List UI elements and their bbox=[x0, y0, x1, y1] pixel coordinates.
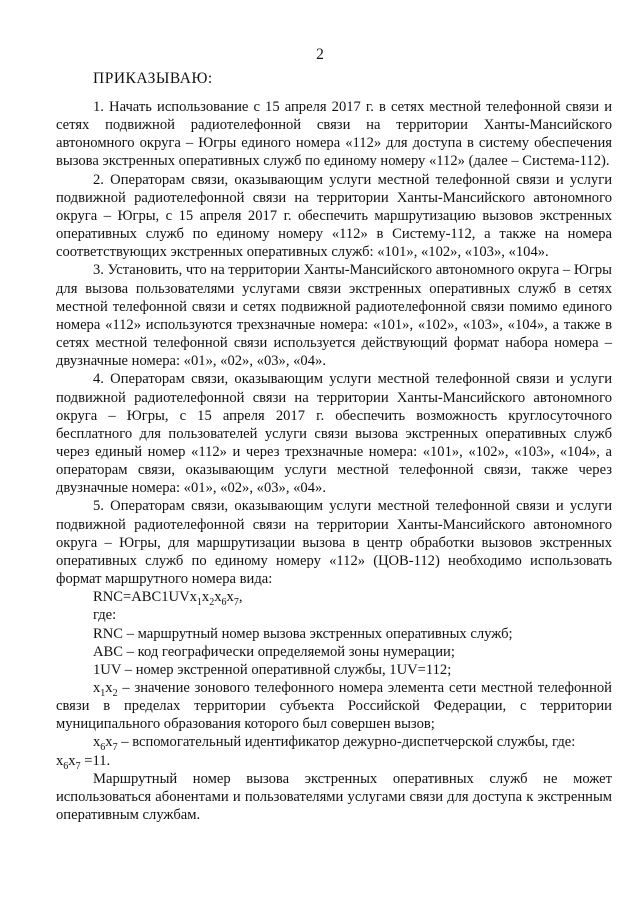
paragraph-1: 1. Начать использование с 15 апреля 2017 г. в сетях местной телефонной связи и сетях подвижной радиотелефонной связи на территории Ханты-Мансийского автономного округа – Югры единого номера «112» для доступа в систему обеспечения вызова экстренных оперативных служб по единому номеру «112» (далее – Система-112). bbox=[56, 99, 612, 170]
x1x2-var: x bbox=[93, 680, 101, 696]
paragraph-3: 3. Установить, что на территории Ханты-Мансийского автономного округа – Югры для вызова пользователями услугами связи экстренных оперативных служб в сетях местной телефонной связи и сетях подвижной радиотелефонной связи помимо единого номера «112» используются трехзначные номера: «101», «102», «103», «104», а также в сетях местной телефонной связи используется действующий формат набора номера – двузначные номера: «01», «02», «03», «04». bbox=[56, 262, 612, 370]
x6x7-sub-2: 7 bbox=[112, 742, 118, 754]
routing-number-formula bbox=[56, 588, 612, 609]
order-heading: ПРИКАЗЫВАЮ: bbox=[93, 70, 213, 87]
x6x7-var: x bbox=[93, 734, 101, 751]
x1x2-sub-2: 2 bbox=[112, 687, 118, 699]
document-body bbox=[56, 98, 612, 824]
formula-x2: x bbox=[201, 589, 210, 606]
x1x2-var-2: x bbox=[105, 680, 113, 696]
page-number: 2 bbox=[316, 46, 324, 63]
formula-sub-6: 6 bbox=[221, 597, 227, 609]
x6x7-sub-1: 6 bbox=[100, 742, 106, 754]
formula-sub-1: 1 bbox=[196, 597, 202, 609]
paragraph-5: 5. Операторам связи, оказывающим услуги местной телефонной связи и услуги подвижной радиотелефонной связи на территории Ханты-Мансийского автономного округа – Югры, для маршрутизации вызова в центр обработки вызовов экстренных оперативных служб по единому номеру «112» (ЦОВ-112) необходимо использовать формат маршрутного номера вида: bbox=[56, 498, 612, 588]
x1x2-sub-1: 1 bbox=[100, 687, 106, 699]
x1x2-text: – значение зонового телефонного номера элемента сети местной телефонной связи в пределах территории субъекта Российской Федерации, с территории муниципального образования которого был совершен вызов; bbox=[56, 680, 612, 733]
where-label: где: bbox=[93, 607, 117, 624]
formula-x6: x bbox=[214, 589, 222, 606]
closing-paragraph: Маршрутный номер вызова экстренных оперативных служб не может использоваться абонентами и пользователями услугами связи для доступа к экстренным оперативным службам. bbox=[56, 770, 612, 824]
definition-x6x7-value bbox=[56, 752, 612, 770]
x6x7-text: – вспомогательный идентификатор дежурно-диспетчерской службы, где: bbox=[117, 734, 576, 751]
formula-prefix: RNC=ABC1UVx bbox=[93, 589, 197, 606]
x6x7-eq-sub-2: 7 bbox=[75, 760, 81, 772]
definition-x1x2 bbox=[56, 679, 612, 733]
formula-sub-7: 7 bbox=[233, 597, 239, 609]
x6x7-var-2: x bbox=[105, 734, 113, 751]
paragraph-2: 2. Операторам связи, оказывающим услуги местной телефонной связи и услуги подвижной радиотелефонной связи на территории Ханты-Мансийского автономного округа – Югры, с 15 апреля 2017 г. обеспечить маршрутизацию вызовов экстренных оперативных служб по единому номеру «112» в Систему-112, а также на номера соответствующих экстренных оперативных служб: «101», «102», «103», «104». bbox=[56, 171, 612, 261]
x6x7-eq-text: =11. bbox=[80, 752, 111, 769]
definition-rnc: RNC – маршрутный номер вызова экстренных оперативных служб; bbox=[93, 625, 513, 642]
x6x7-eq-sub-1: 6 bbox=[63, 760, 69, 772]
definition-abc: ABC – код географически определяемой зоны нумерации; bbox=[93, 643, 455, 660]
formula-suffix: , bbox=[238, 589, 243, 606]
paragraph-4: 4. Операторам связи, оказывающим услуги местной телефонной связи и услуги подвижной радиотелефонной связи на территории Ханты-Мансийского автономного округа – Югры, с 15 апреля 2017 г. обеспечить возможность круглосуточного бесплатного для пользователей услуги связи вызова экстренных оперативных служб через единый номер «112» и через трехзначные номера: «101», «102», «103», «104», а операторам связи, оказывающим услуги местной телефонной связи, также через двузначные номера: «01», «02», «03», «04». bbox=[56, 371, 612, 497]
x6x7-eq-var: x bbox=[56, 752, 64, 769]
formula-sub-2: 2 bbox=[209, 597, 215, 609]
definition-x6x7 bbox=[56, 733, 612, 754]
x6x7-eq-var-2: x bbox=[68, 752, 76, 769]
formula-x7: x bbox=[226, 589, 234, 606]
definition-uv: 1UV – номер экстренной оперативной службы, 1UV=112; bbox=[93, 661, 452, 678]
